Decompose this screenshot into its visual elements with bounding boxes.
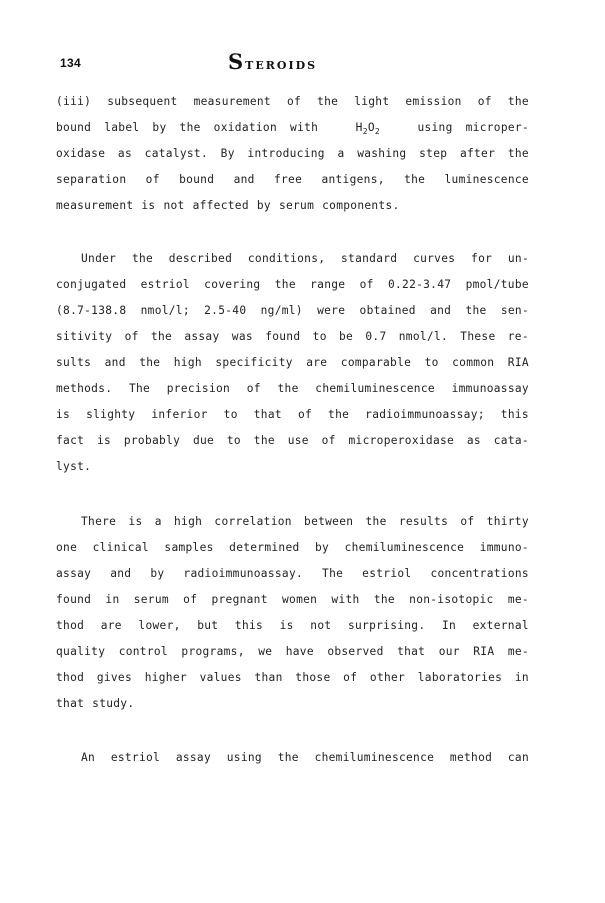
text-line: [56, 95, 529, 109]
text-line: [56, 173, 529, 187]
word: surprising.: [347, 619, 426, 632]
word: assay: [184, 330, 220, 343]
word: to: [312, 330, 327, 343]
word: emission: [405, 95, 462, 108]
word: due: [192, 434, 215, 447]
word: free: [273, 173, 303, 186]
text-line: [56, 593, 529, 607]
word: immuno-: [479, 541, 529, 554]
text-line: [56, 671, 529, 685]
word: radioimmunoassay;: [365, 408, 485, 421]
word: serum: [133, 593, 169, 606]
word: this: [234, 619, 264, 632]
word: women: [282, 593, 318, 606]
word: by: [315, 541, 330, 554]
word: by: [256, 199, 271, 212]
word: immunoassay: [451, 382, 529, 395]
word: high: [173, 356, 202, 369]
word: microperoxidase: [348, 434, 455, 447]
word: nmol/l;: [140, 304, 190, 317]
word: methods.: [56, 382, 113, 395]
word: study.: [92, 697, 135, 710]
word: the: [328, 408, 350, 421]
word: the: [277, 382, 299, 395]
word: of: [145, 173, 160, 186]
word: conjugated: [56, 278, 127, 291]
word: were: [317, 304, 346, 317]
word: method: [449, 751, 493, 764]
word: chemiluminescence: [314, 751, 435, 764]
word: There: [81, 515, 117, 528]
word: of: [343, 671, 358, 684]
word: samples: [164, 541, 214, 554]
word: the: [465, 304, 487, 317]
text-line: [56, 121, 529, 139]
text-line: [56, 567, 529, 581]
word: me-: [507, 645, 529, 658]
text-line: [56, 304, 529, 318]
word: use: [287, 434, 309, 447]
word: as: [117, 147, 132, 160]
word: that: [397, 645, 426, 658]
word: serum: [278, 199, 315, 212]
word: 0.22-3.47: [387, 278, 452, 291]
word: the: [131, 252, 154, 265]
word: of: [183, 593, 198, 606]
word: determined: [229, 541, 300, 554]
text-line: [56, 278, 529, 292]
word: luminescence: [444, 173, 529, 186]
word: is: [141, 199, 156, 212]
word: and: [233, 173, 255, 186]
word: that: [56, 697, 85, 710]
word: chemiluminescence: [344, 541, 465, 554]
text-line: [56, 382, 529, 396]
word: the: [277, 751, 299, 764]
word: (8.7-138.8: [56, 304, 127, 317]
word: high: [174, 515, 203, 528]
word: curves: [413, 252, 456, 265]
word: washing: [357, 147, 407, 160]
word: separation: [56, 173, 127, 186]
word: nmol/l.: [398, 330, 449, 343]
word: me-: [507, 593, 529, 606]
word: obtained: [359, 304, 416, 317]
word: we: [258, 645, 273, 658]
word: other: [369, 671, 406, 684]
word: pmol/tube: [465, 278, 529, 291]
word: subsequent: [107, 95, 178, 108]
text-line: [56, 460, 529, 474]
word: conditions,: [247, 252, 326, 265]
word: radioimmunoassay.: [183, 567, 304, 580]
word: the: [507, 95, 529, 108]
word: affected: [192, 199, 249, 212]
word: lower,: [138, 619, 181, 632]
word: those: [295, 671, 331, 684]
word: catalyst.: [144, 147, 208, 160]
word: but: [197, 619, 219, 632]
running-head-rest: TEROIDS: [245, 59, 318, 72]
word: and: [104, 356, 126, 369]
word: not: [310, 619, 332, 632]
text-line: [56, 434, 529, 448]
word: a: [154, 515, 162, 528]
word: as: [466, 434, 481, 447]
word: and: [430, 304, 452, 317]
word: inferior: [151, 408, 208, 421]
word: sitivity: [56, 330, 113, 343]
word: ng/ml): [260, 304, 303, 317]
word: quality: [56, 645, 106, 658]
word: is: [56, 408, 71, 421]
word: in: [105, 593, 120, 606]
word: of: [359, 278, 374, 291]
word: sults: [56, 356, 92, 369]
word: in: [514, 671, 529, 684]
word: estriol: [362, 567, 412, 580]
text-line: [56, 645, 529, 659]
word: range: [310, 278, 346, 291]
word: external: [472, 619, 529, 632]
word: a: [337, 147, 345, 160]
word: correlation: [214, 515, 292, 528]
word: not: [163, 199, 185, 212]
word: the: [150, 330, 173, 343]
word: values: [199, 671, 242, 684]
word: is: [96, 434, 112, 447]
text-line: [56, 330, 529, 344]
word: slighty: [86, 408, 136, 421]
word: fact: [56, 434, 85, 447]
word: one: [56, 541, 78, 554]
word: found: [56, 593, 92, 606]
word: of: [321, 434, 336, 447]
word: antigens,: [321, 173, 385, 186]
word: can: [507, 751, 529, 764]
word: that: [253, 408, 282, 421]
word: chemiluminescence: [315, 382, 435, 395]
word: (iii): [56, 95, 92, 108]
word: precision: [166, 382, 231, 395]
running-head: [228, 49, 317, 74]
word: measurement: [56, 199, 134, 212]
text-line: [81, 751, 529, 765]
word: results: [398, 515, 449, 528]
word: pregnant: [211, 593, 268, 606]
word: common: [452, 356, 495, 369]
text-line: [56, 619, 529, 633]
word: the: [274, 278, 296, 291]
text-line: [56, 199, 529, 213]
word: In: [441, 619, 457, 632]
word: the: [373, 593, 395, 606]
word: comparable: [340, 356, 412, 369]
word: of: [297, 408, 313, 421]
word: RIA: [507, 356, 529, 369]
word: assay: [175, 751, 212, 764]
word: the: [404, 173, 426, 186]
word: described: [168, 252, 233, 265]
word: estriol: [140, 278, 190, 291]
word: the: [139, 356, 161, 369]
word: specificity: [215, 356, 293, 369]
word: re-: [507, 330, 529, 343]
word: the: [507, 147, 529, 160]
word: 2.5-40: [204, 304, 247, 317]
word: non-isotopic: [409, 593, 494, 606]
page-number: 134: [60, 56, 81, 70]
word: higher: [144, 671, 187, 684]
text-line: [56, 147, 529, 161]
word: is: [128, 515, 143, 528]
word: the: [365, 515, 387, 528]
word: the: [253, 434, 275, 447]
word: un-: [507, 252, 529, 265]
word: for: [471, 252, 493, 265]
running-head-initial: S: [228, 49, 246, 74]
word: to: [226, 434, 241, 447]
word: cata-: [493, 434, 529, 447]
word: assay: [56, 567, 92, 580]
word: RIA: [473, 645, 495, 658]
word: thirty: [486, 515, 529, 528]
word: after: [459, 147, 496, 160]
word: was: [231, 330, 253, 343]
word: of: [246, 382, 261, 395]
word: have: [285, 645, 314, 658]
word: estriol: [110, 751, 161, 764]
word: oxidase: [56, 147, 106, 160]
text-line: [56, 697, 529, 711]
word: and: [110, 567, 132, 580]
word: than: [254, 671, 283, 684]
word: programs,: [181, 645, 245, 658]
word: control: [118, 645, 168, 658]
word: By: [220, 147, 235, 160]
word: standard: [341, 252, 398, 265]
word: concentrations: [430, 567, 529, 580]
word: using: [226, 751, 262, 764]
text-line: [81, 252, 529, 266]
word: The: [128, 382, 151, 395]
word: clinical: [92, 541, 149, 554]
word: measurement: [193, 95, 271, 108]
word: These: [460, 330, 496, 343]
word: sen-: [500, 304, 529, 317]
word: of: [124, 330, 139, 343]
word: lyst.: [56, 460, 92, 473]
word: bound: [179, 173, 215, 186]
word: are: [100, 619, 122, 632]
text-line: [56, 356, 529, 370]
word: of: [460, 515, 475, 528]
word-group: using microper-: [417, 121, 529, 134]
word: probably: [123, 434, 181, 447]
word: are: [306, 356, 328, 369]
text-line: [56, 408, 529, 422]
word: of: [477, 95, 492, 108]
chemical-formula: $H_2O_2$: [355, 121, 380, 136]
word: The: [322, 567, 344, 580]
word: found: [265, 330, 301, 343]
word: An: [81, 751, 96, 764]
word: by: [150, 567, 165, 580]
word: is: [279, 619, 294, 632]
word: Under: [81, 252, 117, 265]
text-line: [56, 541, 529, 555]
word: thod: [56, 619, 85, 632]
word: to: [223, 408, 238, 421]
word: the: [317, 95, 339, 108]
word: gives: [96, 671, 133, 684]
word: thod: [56, 671, 85, 684]
word: covering: [204, 278, 261, 291]
word: be: [339, 330, 354, 343]
word: laboratories: [417, 671, 503, 684]
word: between: [304, 515, 354, 528]
word: our: [438, 645, 460, 658]
word: 0.7: [365, 330, 387, 343]
word-group: bound label by the oxidation with: [56, 121, 319, 134]
word: light: [354, 95, 390, 108]
word: observed: [327, 645, 384, 658]
word: of: [286, 95, 302, 108]
word: components.: [322, 199, 400, 212]
word: step: [419, 147, 448, 160]
word: introducing: [247, 147, 325, 160]
word: this: [500, 408, 529, 421]
word: to: [424, 356, 439, 369]
word: with: [331, 593, 360, 606]
text-line: [81, 515, 529, 529]
